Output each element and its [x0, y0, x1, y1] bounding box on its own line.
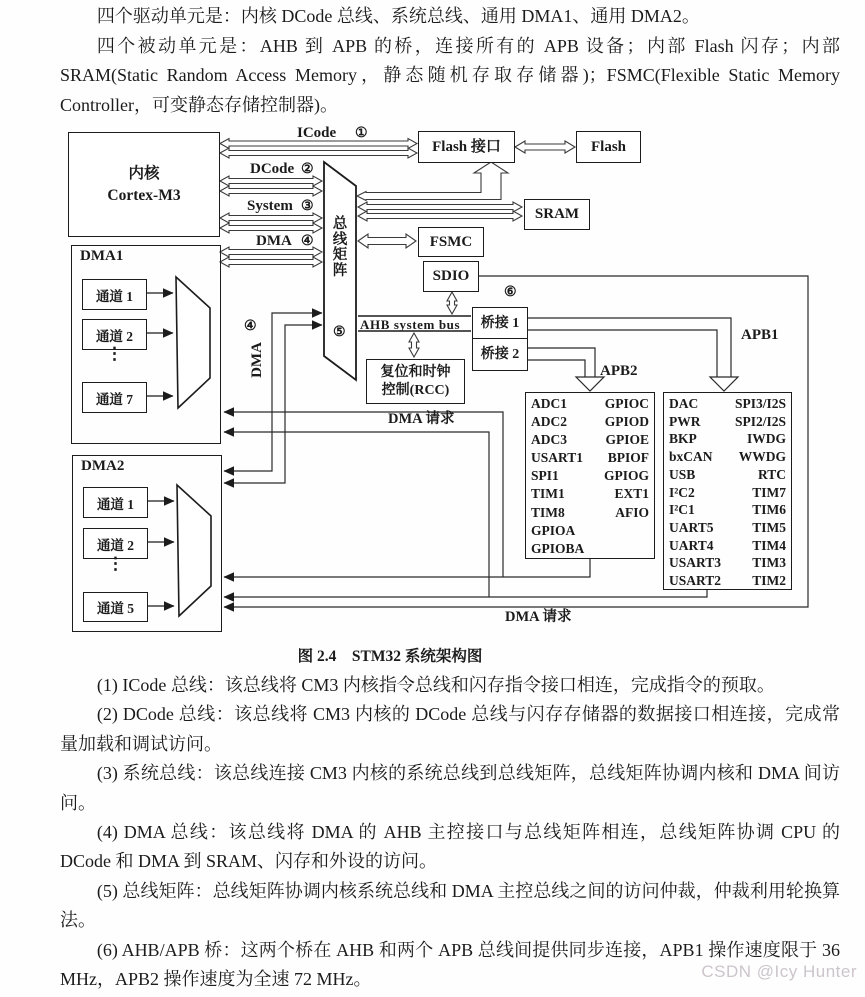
- sdio-box: SDIO: [423, 261, 479, 292]
- list-item: USART2: [669, 573, 722, 589]
- list-item: ADC3: [531, 432, 567, 448]
- dma2-bus-number: ④: [244, 319, 257, 334]
- apb1-bus-label: APB1: [741, 327, 779, 343]
- dma2-channel-2: 通道 2: [83, 528, 148, 559]
- rcc-label-line2: 控制(RCC): [381, 382, 450, 398]
- list-item: IWDG: [746, 431, 786, 447]
- list-item: ADC2: [531, 414, 567, 430]
- figure-caption: 图 2.4 STM32 系统架构图: [297, 648, 483, 665]
- list-item: SPI3/I2S: [734, 396, 786, 411]
- list-item: BPIOF: [607, 450, 649, 466]
- list-item: USART1: [531, 450, 584, 466]
- apb2-bus-label: APB2: [600, 363, 638, 379]
- list-item: SPI1: [531, 468, 559, 484]
- dcode-bus-label: DCode: [250, 161, 295, 177]
- list-item: bxCAN: [669, 449, 713, 465]
- list-item: USART3: [669, 555, 722, 571]
- apb2-peripherals-box: [525, 392, 655, 559]
- system-bus-label: System: [247, 198, 293, 214]
- notes-text: [60, 671, 840, 994]
- list-item: TIM3: [752, 555, 786, 571]
- list-item: DAC: [669, 396, 699, 411]
- list-item: GPIOC: [604, 396, 649, 411]
- bridge2-box: 桥接 2: [472, 338, 528, 371]
- list-item: TIM5: [752, 519, 786, 535]
- watermark: CSDN @Icy Hunter: [701, 962, 857, 981]
- intro-paragraph-1: 四个驱动单元是：内核 DCode 总线、系统总线、通用 DMA1、通用 DMA2。: [96, 6, 700, 26]
- list-item: I²C1: [669, 502, 695, 518]
- dma1-ellipsis: ⋮: [106, 344, 123, 363]
- list-item: UART4: [669, 537, 714, 553]
- rcc-label-line1: 复位和时钟: [380, 364, 451, 380]
- list-item: (6) AHB/APB 桥：这两个桥在 AHB 和两个 APB 总线间提供同步连接，APB1 操作速度限于 36 MHz，APB2 操作速度为全速 72 MHz。: [60, 939, 840, 990]
- icode-bus-label: ICode: [297, 125, 337, 141]
- list-item: GPIOE: [605, 432, 649, 448]
- list-item: GPIOBA: [531, 540, 585, 556]
- bus-matrix-label: 总线矩阵: [332, 216, 348, 279]
- bridge-bus-arrowheads: [576, 377, 738, 391]
- list-item: SPI2/I2S: [734, 413, 786, 429]
- cortex-label-en: Cortex-M3: [107, 186, 181, 204]
- list-item: (4) DMA 总线：该总线将 DMA 的 AHB 主控接口与总线矩阵相连，总线矩阵协调 CPU 的 DCode 和 DMA 到 SRAM、闪存和外设的访问。: [60, 822, 840, 872]
- list-item: ADC1: [531, 396, 567, 411]
- dma-bus-label: DMA: [256, 233, 292, 249]
- icode-bus-number: ①: [355, 126, 368, 141]
- cortex-m3-box: [68, 132, 220, 237]
- bus-matrix-number: ⑤: [333, 325, 346, 340]
- list-item: GPIOA: [531, 522, 576, 538]
- dma2-ellipsis: ⋮: [107, 554, 124, 573]
- list-item: USB: [669, 466, 696, 482]
- list-item: BKP: [669, 431, 697, 447]
- flash-interface-box: Flash 接口: [418, 131, 515, 163]
- list-item: UART5: [669, 519, 714, 535]
- list-item: PWR: [669, 413, 701, 429]
- fsmc-box: FSMC: [418, 227, 484, 257]
- list-item: GPIOD: [604, 414, 649, 430]
- cortex-label-cn: 内核: [128, 164, 160, 182]
- list-item: (5) 总线矩阵：总线矩阵协调内核系统总线和 DMA 主控总线之间的访问仲裁，仲裁利用轮换算法。: [60, 880, 840, 931]
- apb1-left-column: [669, 395, 721, 590]
- list-item: RTC: [757, 466, 786, 482]
- dma2-matrix-bus: [224, 313, 322, 483]
- list-item: AFIO: [615, 504, 649, 520]
- list-item: I²C2: [669, 484, 695, 500]
- bridge1-box: 桥接 1: [472, 307, 528, 339]
- dma1-channel-7: 通道 7: [82, 382, 147, 413]
- apb1-right-column: [735, 395, 786, 590]
- flash-box: Flash: [576, 131, 641, 163]
- list-item: WWDG: [738, 449, 786, 465]
- apb2-left-column: [531, 395, 584, 558]
- list-item: TIM8: [531, 504, 565, 520]
- dma2-channel-5: 通道 5: [83, 592, 148, 622]
- list-item: (3) 系统总线：该总线连接 CM3 内核的系统总线到总线矩阵，总线矩阵协调内核和 DMA 间访问。: [60, 763, 840, 813]
- dma1-title: DMA1: [80, 248, 124, 264]
- ahb-system-bus-label: AHB system bus: [360, 317, 461, 332]
- list-item: (1) ICode 总线：该总线将 CM3 内核指令总线和闪存指令接口相连，完成指令的预取。: [96, 675, 775, 695]
- list-item: GPIOG: [603, 468, 649, 484]
- dma-request-label-bottom: DMA 请求: [505, 609, 572, 625]
- list-item: TIM7: [752, 484, 786, 500]
- list-item: EXT1: [614, 486, 649, 502]
- dma1-channel-2: 通道 2: [82, 319, 147, 350]
- list-item: TIM6: [752, 502, 786, 518]
- dcode-bus-number: ②: [301, 162, 314, 177]
- list-item: (2) DCode 总线：该总线将 CM3 内核的 DCode 总线与闪存存储器的数据接口相连接，完成常量加载和调试访问。: [60, 704, 840, 754]
- dma2-bus-vertical-label: DMA: [249, 342, 265, 378]
- list-item: TIM4: [752, 537, 786, 553]
- intro-paragraph-2: 四个被动单元是：AHB 到 APB 的桥，连接所有的 APB 设备；内部 Flash 闪存；内部 SRAM(Static Random Access Memory，静态随机存取存储器)；FSMC(Flexible Static Memory Controller，可变静态存储控制器)。: [60, 35, 840, 115]
- dma2-title: DMA2: [81, 458, 125, 474]
- system-bus-number: ③: [301, 199, 314, 214]
- apb1-peripherals-box: [663, 392, 792, 590]
- dma2-channel-1: 通道 1: [83, 487, 148, 518]
- rcc-box: [366, 359, 465, 404]
- bridge-number: ⑥: [504, 285, 517, 300]
- dma1-channel-1: 通道 1: [82, 279, 147, 310]
- sram-box: SRAM: [524, 199, 590, 230]
- dma-request-label-top: DMA 请求: [388, 411, 455, 427]
- apb2-right-column: [604, 395, 649, 522]
- list-item: TIM1: [531, 486, 565, 502]
- list-item: TIM2: [752, 573, 786, 589]
- dma-bus-number: ④: [301, 234, 314, 249]
